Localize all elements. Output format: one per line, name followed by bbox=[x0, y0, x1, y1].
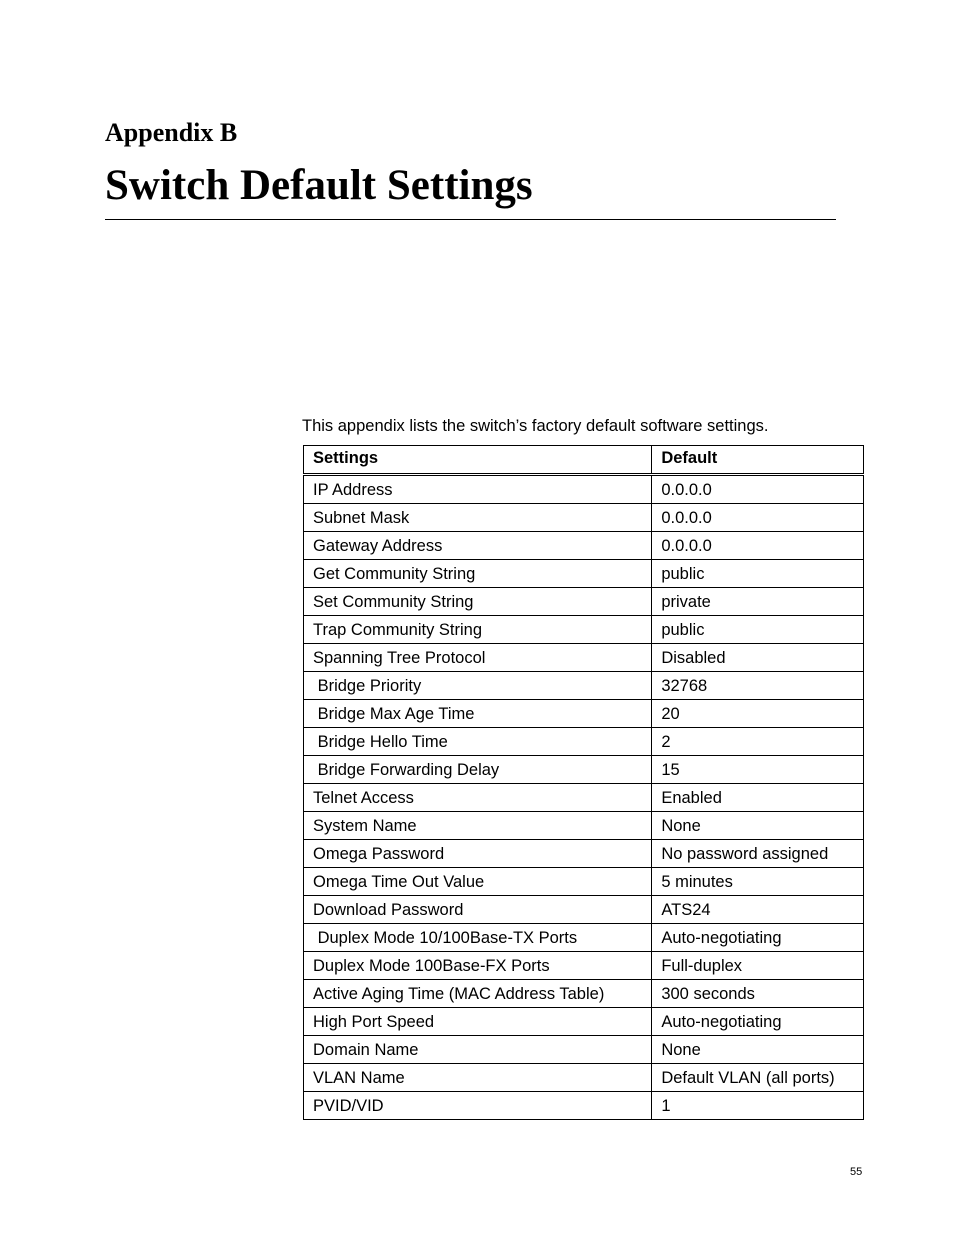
default-value-cell: 1 bbox=[652, 1092, 864, 1120]
table-row bbox=[304, 1008, 864, 1036]
setting-name-cell: Gateway Address bbox=[304, 532, 652, 560]
setting-name-cell: PVID/VID bbox=[304, 1092, 652, 1120]
column-header-default: Default bbox=[652, 446, 864, 475]
setting-name-cell: Subnet Mask bbox=[304, 504, 652, 532]
table-body bbox=[304, 475, 864, 1120]
table-row bbox=[304, 700, 864, 728]
default-value-cell: 5 minutes bbox=[652, 868, 864, 896]
default-value-cell: 0.0.0.0 bbox=[652, 475, 864, 504]
page-title: Switch Default Settings bbox=[105, 162, 533, 209]
setting-name-cell: Duplex Mode 10/100Base-TX Ports bbox=[304, 924, 652, 952]
setting-name-cell: Active Aging Time (MAC Address Table) bbox=[304, 980, 652, 1008]
default-value-cell: ATS24 bbox=[652, 896, 864, 924]
default-value-cell: 2 bbox=[652, 728, 864, 756]
table-row bbox=[304, 672, 864, 700]
default-value-cell: 32768 bbox=[652, 672, 864, 700]
table-row bbox=[304, 1036, 864, 1064]
default-value-cell: Full-duplex bbox=[652, 952, 864, 980]
setting-name-cell: Telnet Access bbox=[304, 784, 652, 812]
setting-name-cell: Set Community String bbox=[304, 588, 652, 616]
title-divider bbox=[105, 219, 836, 220]
table-row bbox=[304, 784, 864, 812]
default-value-cell: 0.0.0.0 bbox=[652, 504, 864, 532]
table-row bbox=[304, 644, 864, 672]
setting-name-cell: Bridge Priority bbox=[304, 672, 652, 700]
column-header-settings: Settings bbox=[304, 446, 652, 475]
table-row bbox=[304, 504, 864, 532]
default-value-cell: No password assigned bbox=[652, 840, 864, 868]
default-value-cell: private bbox=[652, 588, 864, 616]
default-settings-table bbox=[303, 445, 864, 1120]
default-value-cell: 300 seconds bbox=[652, 980, 864, 1008]
table-row bbox=[304, 1064, 864, 1092]
setting-name-cell: High Port Speed bbox=[304, 1008, 652, 1036]
setting-name-cell: Spanning Tree Protocol bbox=[304, 644, 652, 672]
table-row bbox=[304, 952, 864, 980]
page-number: 55 bbox=[850, 1166, 863, 1178]
setting-name-cell: Omega Time Out Value bbox=[304, 868, 652, 896]
default-value-cell: Default VLAN (all ports) bbox=[652, 1064, 864, 1092]
setting-name-cell: VLAN Name bbox=[304, 1064, 652, 1092]
table-row bbox=[304, 868, 864, 896]
default-value-cell: 20 bbox=[652, 700, 864, 728]
default-value-cell: None bbox=[652, 812, 864, 840]
setting-name-cell: Bridge Hello Time bbox=[304, 728, 652, 756]
table-row bbox=[304, 1092, 864, 1120]
table-row bbox=[304, 812, 864, 840]
table-row bbox=[304, 532, 864, 560]
intro-paragraph: This appendix lists the switch’s factory default software settings. bbox=[302, 417, 769, 435]
setting-name-cell: Get Community String bbox=[304, 560, 652, 588]
table-row bbox=[304, 560, 864, 588]
table-row bbox=[304, 616, 864, 644]
setting-name-cell: Domain Name bbox=[304, 1036, 652, 1064]
setting-name-cell: Bridge Max Age Time bbox=[304, 700, 652, 728]
default-value-cell: Auto-negotiating bbox=[652, 1008, 864, 1036]
default-value-cell: None bbox=[652, 1036, 864, 1064]
table-header-row bbox=[304, 446, 864, 475]
setting-name-cell: Omega Password bbox=[304, 840, 652, 868]
table-row bbox=[304, 475, 864, 504]
default-value-cell: Auto-negotiating bbox=[652, 924, 864, 952]
setting-name-cell: IP Address bbox=[304, 475, 652, 504]
default-value-cell: public bbox=[652, 560, 864, 588]
default-value-cell: Enabled bbox=[652, 784, 864, 812]
table-row bbox=[304, 980, 864, 1008]
table-row bbox=[304, 924, 864, 952]
table-row bbox=[304, 728, 864, 756]
table-row bbox=[304, 588, 864, 616]
table-row bbox=[304, 756, 864, 784]
setting-name-cell: Download Password bbox=[304, 896, 652, 924]
table-row bbox=[304, 840, 864, 868]
default-value-cell: 15 bbox=[652, 756, 864, 784]
setting-name-cell: Trap Community String bbox=[304, 616, 652, 644]
setting-name-cell: Bridge Forwarding Delay bbox=[304, 756, 652, 784]
table-row bbox=[304, 896, 864, 924]
default-value-cell: Disabled bbox=[652, 644, 864, 672]
default-value-cell: 0.0.0.0 bbox=[652, 532, 864, 560]
setting-name-cell: System Name bbox=[304, 812, 652, 840]
default-value-cell: public bbox=[652, 616, 864, 644]
setting-name-cell: Duplex Mode 100Base-FX Ports bbox=[304, 952, 652, 980]
appendix-label: Appendix B bbox=[105, 118, 238, 147]
